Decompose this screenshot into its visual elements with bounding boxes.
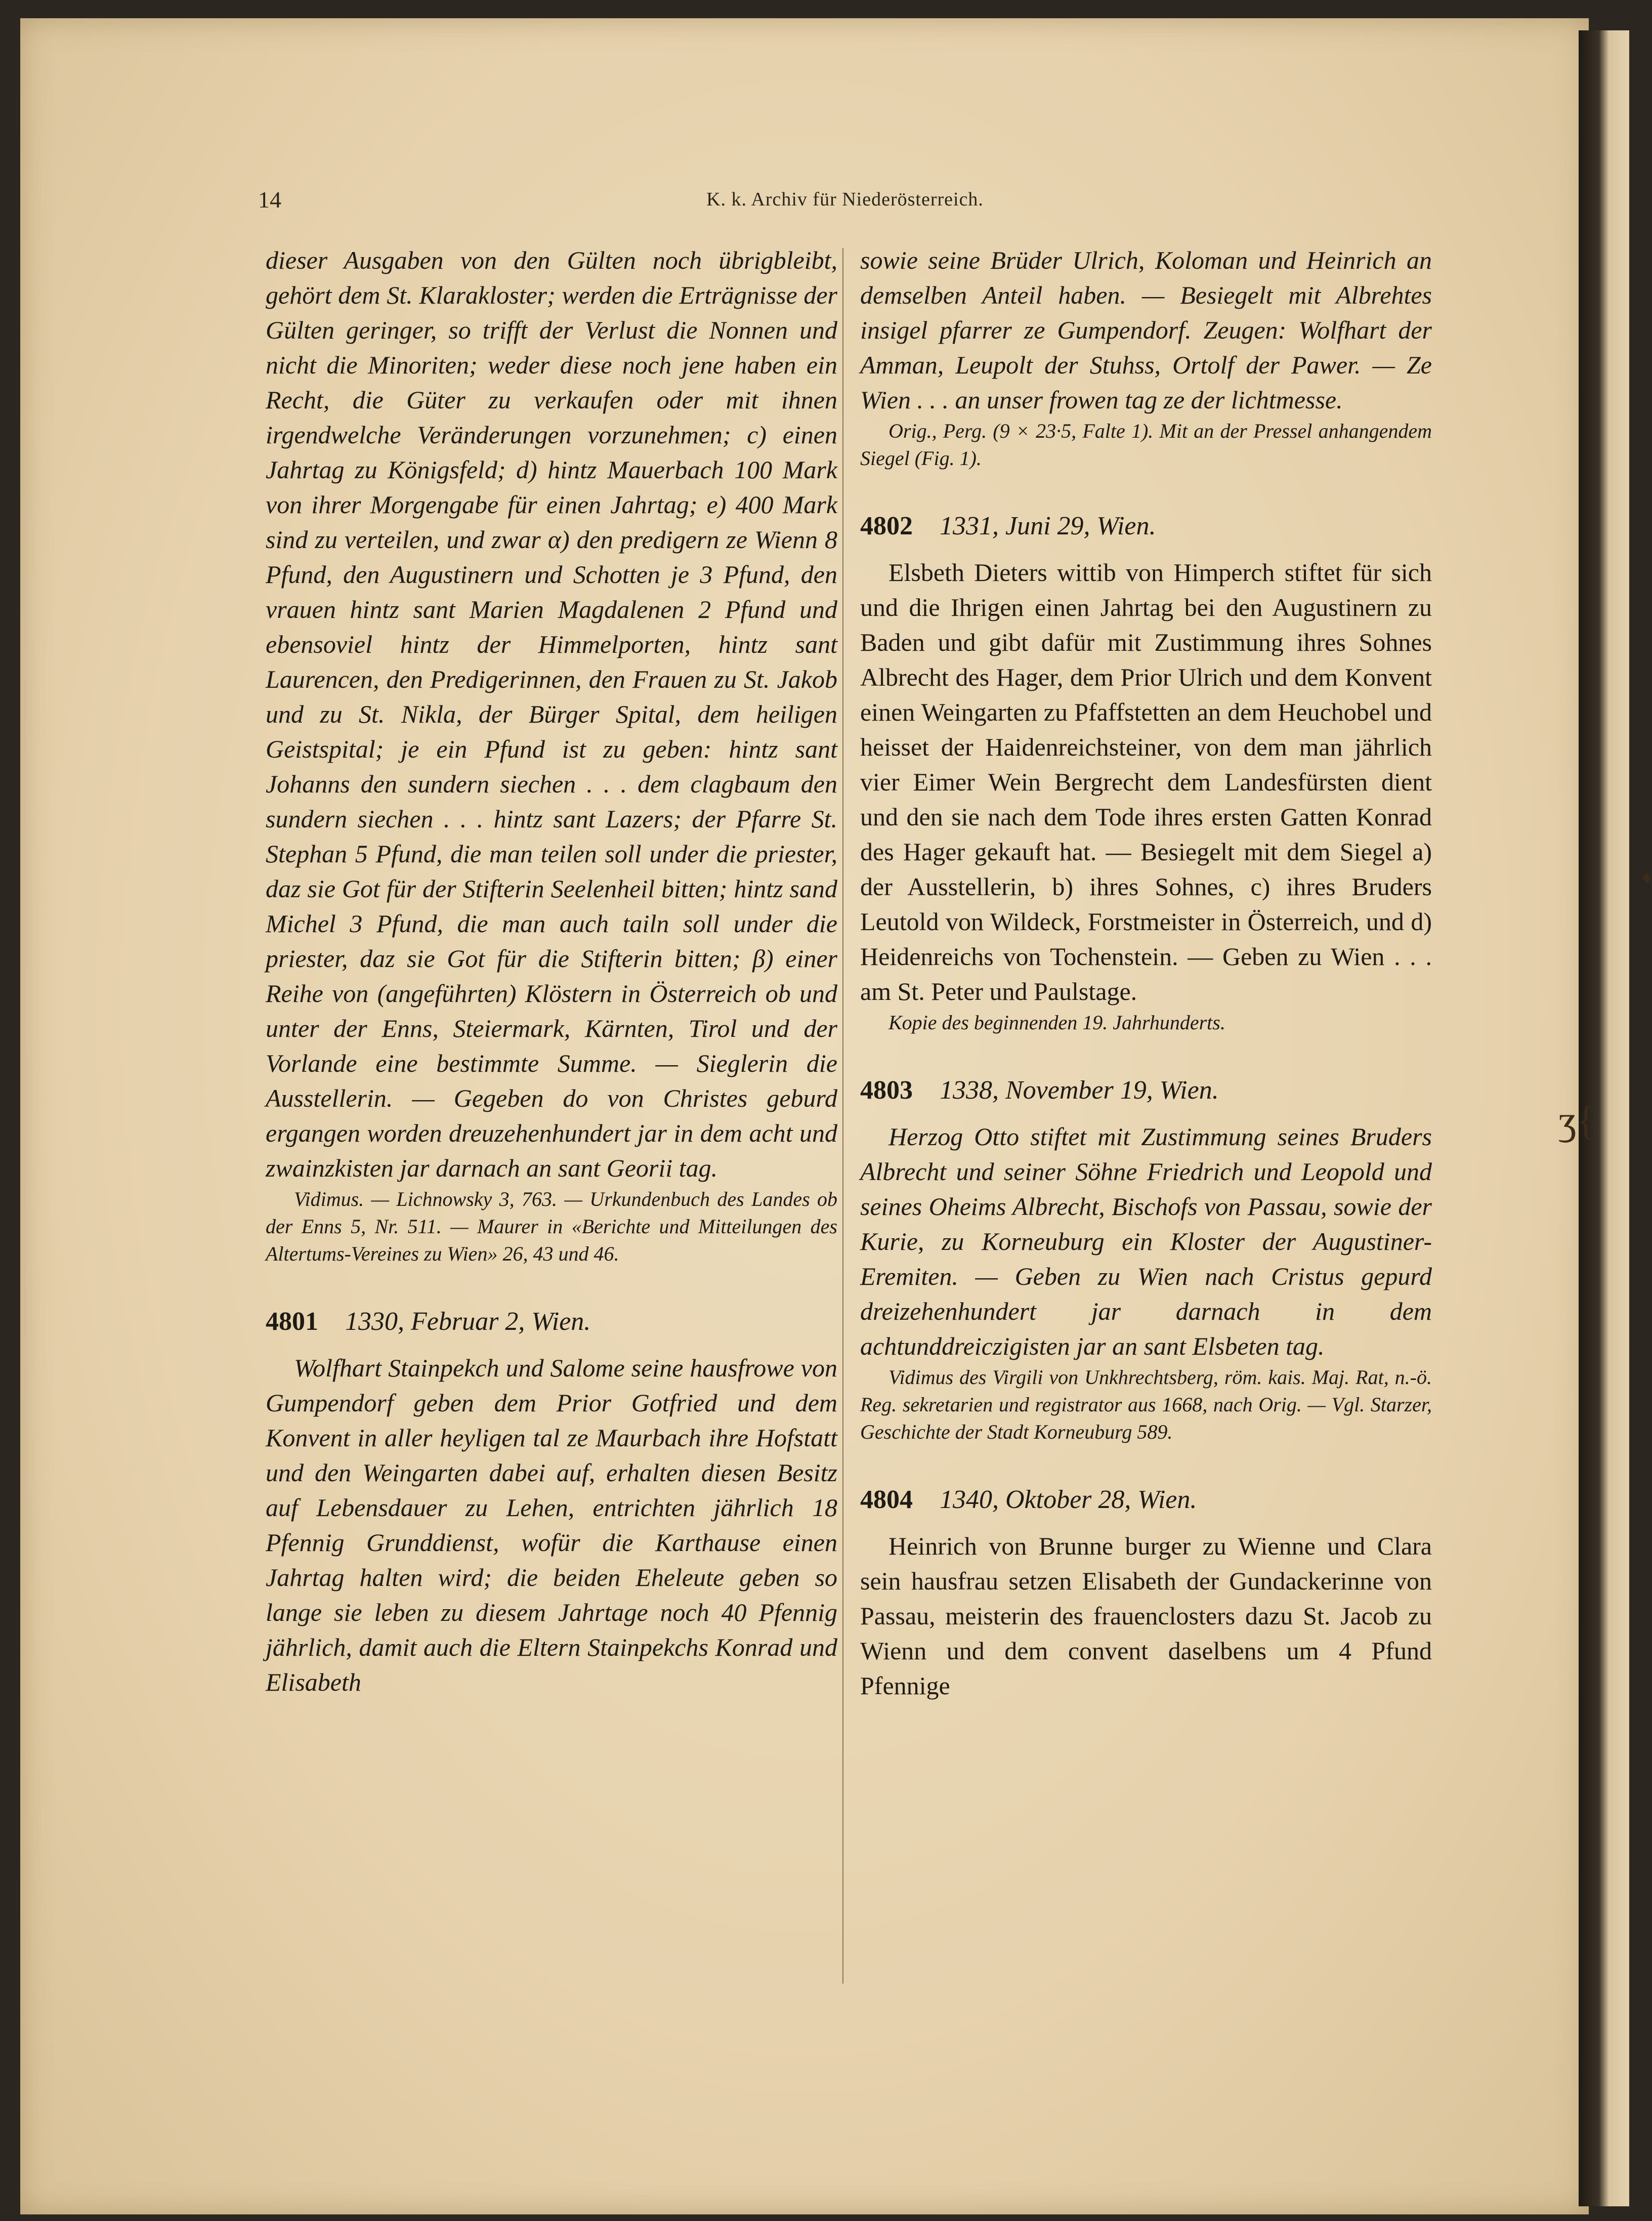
entry-number: 4803	[860, 1076, 913, 1105]
source-note: Vidimus. — Lichnowsky 3, 763. — Urkundenbuch des Landes ob der Enns 5, Nr. 511. — Maurer in «Berichte und Mitteilungen des Altertums-Vereines zu Wien» 26, 43 und 46.	[266, 1188, 837, 1265]
entry-continuation-4801: sowie seine Brüder Ulrich, Koloman und Heinrich an demselben Anteil haben. — Besiegelt mit Albrehtes insigel pfarrer ze Gumpendorf. Zeugen: Wolfhart der Amman, Leupolt der Stuhss, Ortolf der Pawer. — Ze Wien . . . an unser frowen tag ze der lichtmesse.	[860, 246, 1432, 414]
source-note-4803: Vidimus des Virgili von Unkhrechtsberg, röm. kais. Maj. Rat, n.-ö. Reg. sekretarien und registrator aus 1668, nach Orig. — Vgl. Starzer, Geschichte der Stadt Korneuburg 589.	[860, 1366, 1432, 1443]
entry-heading-4802	[860, 509, 1432, 544]
source-note-4802: Kopie des beginnenden 19. Jahrhunderts.	[888, 1011, 1225, 1034]
margin-mark-handwritten: ʒ{	[1558, 1099, 1596, 1143]
column-divider	[842, 248, 843, 1984]
entry-body-4803: Herzog Otto stiftet mit Zustimmung seines Bruders Albrecht und seiner Söhne Friedrich und Leopold und seines Oheims Albrecht, Bischofs von Passau, sowie der Kurie, zu Korneuburg ein Kloster der Augustiner-Eremiten. — Geben zu Wien nach Cristus gepurd dreizehenhundert jar darnach in dem achtunddreiczigisten jar an sant Elsbeten tag.	[860, 1122, 1432, 1360]
right-column	[860, 243, 1432, 1984]
source-note-4801: Orig., Perg. (9 × 23·5, Falte 1). Mit an der Pressel anhangendem Siegel (Fig. 1).	[860, 420, 1432, 470]
entry-body-4802: Elsbeth Dieters wittib von Himperch stiftet für sich und die Ihrigen einen Jahrtag bei den Augustinern zu Baden und gibt dafür mit Zustimmung ihres Sohnes Albrecht des Hager, dem Prior Ulrich und dem Konvent einen Weingarten zu Pfaffstetten an dem Heuchobel und heisset der Haidenreichsteiner, von dem man jährlich vier Eimer Wein Bergrecht dem Landesfürsten dient und den sie nach dem Tode ihres ersten Gatten Konrad des Hager gekauft hat. — Besiegelt mit dem Siegel a) der Ausstellerin, b) ihres Sohnes, c) ihres Bruders Leutold von Wildeck, Forstmeister in Österreich, und d) Heidenreichs von Tochenstein. — Geben zu Wien . . . am St. Peter und Paulstage.	[860, 558, 1432, 1005]
entry-heading-4804	[860, 1482, 1432, 1518]
entry-heading-4801	[266, 1304, 837, 1339]
page-number: 14	[258, 187, 281, 213]
journal-title: K. k. Archiv für Niederösterreich.	[706, 189, 984, 210]
entry-number: 4802	[860, 512, 913, 540]
entry-number: 4801	[266, 1307, 318, 1336]
running-head	[258, 186, 1432, 222]
entry-body-4801: Wolfhart Stainpekch und Salome seine hausfrowe von Gumpendorf geben dem Prior Gotfried und dem Konvent in aller heyligen tal ze Maurbach ihre Hofstatt und den Weingarten dabei auf, erhalten diesen Besitz auf Lebensdauer zu Lehen, entrichten jährlich 18 Pfennig Grunddienst, wofür die Karthause einen Jahrtag halten wird; die beiden Eheleute geben so lange sie leben zu diesem Jahrtage noch 40 Pfennig jährlich, damit auch die Eltern Stainpekchs Konrad und Elisabeth	[266, 1354, 837, 1696]
entry-date: 1331, Juni 29, Wien.	[940, 512, 1156, 540]
continued-regest: dieser Ausgaben von den Gülten noch übrigbleibt, gehört dem St. Klarakloster; werden die Erträgnisse der Gülten geringer, so trifft der Verlust die Nonnen und nicht die Minoriten; weder diese noch jene haben ein Recht, die Güter zu verkaufen oder mit ihnen irgendwelche Veränderungen vorzunehmen; c) einen Jahrtag zu Königsfeld; d) hintz Mauerbach 100 Mark von ihrer Morgengabe für einen Jahrtag; e) 400 Mark sind zu verteilen, und zwar α) den predigern ze Wienn 8 Pfund, den Augustinern und Schotten je 3 Pfund, den vrauen hintz sant Marien Magdalenen 2 Pfund und ebensoviel hintz der Himmelporten, hintz sant Laurencen, den Predigerinnen, den Frauen zu St. Jakob und zu St. Nikla, der Bürger Spital, dem heiligen Geistspital; je ein Pfund ist zu geben: hintz sant Johanns den sundern siechen . . . dem clagbaum den sundern siechen . . . hintz sant Lazers; der Pfarre St. Stephan 5 Pfund, die man teilen soll under die priester, daz sie Got für der Stifterin Seelenheil bitten; hintz sand Michel 3 Pfund, die man auch tailn soll under die priester, daz sie Got für die Stifterin bitten; β) einer Reihe von (angeführten) Klöstern in Österreich ob und unter der Enns, Steiermark, Kärnten, Tirol und der Vorlande eine bestimmte Summe. — Sieglerin die Ausstellerin. — Gegeben do von Christes geburd ergangen worden dreuzehenhundert jar in dem acht und zwainzkisten jar darnach an sant Georii tag.	[266, 246, 837, 1182]
entry-body-4804: Heinrich von Brunne burger zu Wienne und Clara sein hausfrau setzen Elisabeth der Gundackerinne von Passau, meisterin des frauenclosters dazu St. Jacob zu Wienn und dem convent daselbens um 4 Pfund Pfennige	[860, 1532, 1432, 1700]
entry-date: 1340, Oktober 28, Wien.	[940, 1485, 1197, 1514]
entry-date: 1330, Februar 2, Wien.	[345, 1307, 591, 1336]
entry-date: 1338, November 19, Wien.	[940, 1076, 1219, 1105]
margin-mark-diamond: ♦	[1642, 866, 1652, 889]
entry-heading-4803	[860, 1073, 1432, 1108]
left-column	[266, 243, 837, 1984]
entry-number: 4804	[860, 1485, 913, 1514]
